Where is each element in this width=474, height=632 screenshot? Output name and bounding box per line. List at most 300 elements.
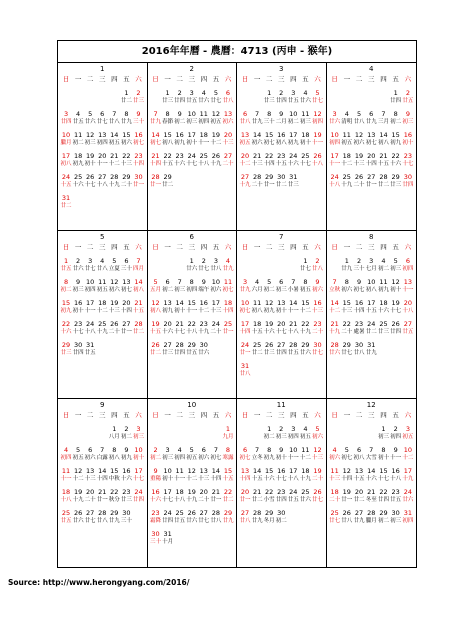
lunar-date: 初六 (341, 287, 353, 293)
week-row (60, 257, 145, 273)
lunar-date: 十二 (299, 308, 311, 314)
lunar-date: 初九 (287, 140, 299, 146)
day-number: 18 (330, 488, 339, 496)
day-cell (299, 425, 311, 441)
lunar-date: 廿五 (60, 518, 72, 524)
day-cell (275, 110, 287, 126)
day-number: 20 (240, 488, 250, 496)
day-cell (341, 257, 353, 273)
day-number: 18 (98, 299, 107, 307)
day-cell (174, 131, 186, 147)
day-number: 22 (122, 152, 131, 160)
lunar-date: 初二 (162, 287, 174, 293)
lunar-date: 小雪 (263, 497, 275, 503)
day-cell (365, 110, 377, 126)
day-cell (287, 278, 299, 294)
lunar-date: 二月 (275, 119, 287, 125)
day-cell (365, 278, 377, 294)
day-number: 17 (187, 131, 196, 139)
week-row (60, 131, 145, 147)
lunar-date: 十四 (239, 476, 251, 482)
week-row (329, 110, 415, 126)
lunar-date: 十九 (299, 329, 311, 335)
day-cell (251, 173, 263, 189)
lunar-date: 初六 (353, 140, 365, 146)
day-cell (132, 425, 144, 441)
day-number: 5 (213, 89, 218, 97)
day-number: 27 (86, 509, 95, 517)
day-number: 17 (211, 299, 221, 307)
month-block (58, 399, 148, 567)
week-row (150, 89, 235, 105)
day-number: 28 (252, 173, 262, 181)
day-cell (402, 173, 414, 189)
day-number: 31 (163, 530, 172, 538)
lunar-date: 廿五 (186, 350, 198, 356)
day-cell (132, 299, 144, 315)
lunar-date: 廿四 (174, 98, 186, 104)
day-number: 18 (199, 131, 208, 139)
day-cell (84, 320, 96, 336)
week-row (329, 131, 415, 147)
day-number: 6 (225, 89, 231, 97)
lunar-date: 廿五 (84, 350, 96, 356)
day-cell (210, 509, 222, 525)
day-cell (365, 341, 377, 357)
month-label: 11 (276, 401, 286, 409)
day-cell (251, 278, 263, 294)
day-cell (299, 467, 311, 483)
empty-cell (84, 89, 96, 105)
weekday-label: 四 (111, 243, 118, 251)
weekday-label: 四 (200, 411, 208, 419)
empty-cell (150, 89, 162, 105)
day-number: 30 (354, 341, 364, 349)
weekday-label: 二 (176, 75, 183, 83)
day-number: 3 (189, 89, 194, 97)
lunar-date: 初四 (186, 287, 198, 293)
day-cell (287, 131, 299, 147)
day-cell (72, 110, 84, 126)
day-number: 25 (330, 509, 339, 517)
lunar-date: 初四 (84, 287, 96, 293)
day-number: 9 (201, 278, 206, 286)
lunar-date: 初四 (287, 434, 299, 440)
lunar-date: 廿三 (120, 497, 132, 503)
lunar-date: 十九 (329, 329, 341, 335)
lunar-date: 十二 (210, 140, 222, 146)
lunar-date: 廿五 (402, 98, 414, 104)
day-number: 17 (134, 467, 143, 475)
day-number: 29 (265, 173, 274, 181)
day-cell (222, 278, 234, 294)
day-number: 5 (356, 110, 362, 118)
day-number: 5 (189, 446, 194, 454)
day-cell (132, 446, 144, 462)
day-number: 6 (242, 110, 248, 118)
lunar-date: 廿四 (174, 350, 186, 356)
month-label: 5 (100, 233, 105, 241)
weekday-label: 四 (111, 75, 118, 83)
day-cell (120, 89, 132, 105)
day-cell (72, 131, 84, 147)
day-cell (365, 509, 377, 525)
day-number: 3 (332, 110, 337, 118)
weekday-label: 四 (290, 75, 297, 83)
day-cell (365, 320, 377, 336)
empty-cell (96, 89, 108, 105)
day-number: 28 (330, 341, 339, 349)
lunar-date: 廿七 (198, 518, 210, 524)
lunar-date: 初八 (132, 287, 144, 293)
lunar-date: 廿三 (162, 98, 174, 104)
lunar-date: 廿二 (222, 497, 234, 503)
lunar-date: 十八 (402, 308, 414, 314)
month-block (58, 63, 148, 231)
day-number: 3 (165, 446, 170, 454)
day-cell (174, 509, 186, 525)
day-cell (239, 467, 251, 483)
lunar-date: 廿七 (311, 350, 323, 356)
day-cell (96, 257, 108, 273)
lunar-date: 十八 (60, 497, 72, 503)
empty-cell (329, 425, 341, 441)
day-number: 4 (100, 257, 105, 265)
day-cell (222, 467, 234, 483)
day-cell (311, 278, 323, 294)
day-cell (377, 488, 389, 504)
day-cell (365, 299, 377, 315)
day-number: 11 (175, 467, 184, 475)
lunar-date: 初八 (353, 455, 365, 461)
day-cell (120, 509, 132, 525)
day-cell (210, 257, 222, 273)
empty-cell (210, 341, 222, 357)
lunar-date: 廿五 (186, 98, 198, 104)
day-cell (341, 131, 353, 147)
day-number: 17 (367, 299, 376, 307)
day-cell (150, 299, 162, 315)
day-cell (353, 488, 365, 504)
empty-cell (251, 425, 263, 441)
day-number: 25 (223, 320, 233, 328)
lunar-date: 二十 (108, 329, 120, 335)
day-cell (186, 509, 198, 525)
lunar-date: 廿五 (72, 119, 84, 125)
day-number: 9 (279, 446, 284, 454)
day-number: 27 (163, 341, 172, 349)
day-number: 24 (289, 488, 298, 496)
day-cell (377, 110, 389, 126)
day-cell (287, 467, 299, 483)
lunar-date: 八月 (108, 434, 120, 440)
lunar-date: 廿七 (96, 119, 108, 125)
lunar-date: 九月 (222, 434, 234, 440)
day-number: 24 (240, 341, 250, 349)
empty-cell (239, 89, 251, 105)
lunar-date: 冬月 (263, 518, 275, 524)
day-cell (390, 89, 402, 105)
day-cell (150, 320, 162, 336)
day-number: 14 (98, 467, 107, 475)
day-number: 7 (255, 110, 260, 118)
week-row (60, 320, 145, 336)
day-cell (162, 320, 174, 336)
lunar-date: 十八 (311, 161, 323, 167)
empty-cell (263, 362, 275, 378)
weekday-label: 一 (343, 411, 351, 419)
lunar-date: 十六 (174, 161, 186, 167)
lunar-date: 初十 (377, 455, 389, 461)
day-number: 30 (134, 173, 143, 181)
day-cell (60, 509, 72, 525)
lunar-date: 十八 (198, 161, 210, 167)
day-cell (60, 320, 72, 336)
day-cell (299, 488, 311, 504)
day-number: 29 (301, 341, 310, 349)
lunar-date: 十九 (210, 161, 222, 167)
day-number: 11 (342, 131, 351, 139)
empty-cell (96, 194, 108, 210)
day-cell (390, 488, 402, 504)
lunar-date: 十二 (186, 476, 198, 482)
day-cell (299, 131, 311, 147)
day-number: 18 (223, 299, 233, 307)
day-number: 12 (265, 299, 274, 307)
day-number: 30 (151, 530, 160, 538)
lunar-date: 三十 (120, 266, 132, 272)
month-label: 8 (369, 233, 374, 241)
day-number: 5 (315, 89, 320, 97)
day-cell (120, 488, 132, 504)
day-number: 25 (98, 320, 107, 328)
day-number: 1 (189, 257, 194, 265)
lunar-date: 三月 (377, 119, 389, 125)
weekday-label: 六 (404, 243, 412, 251)
day-cell (198, 257, 210, 273)
day-number: 13 (240, 131, 250, 139)
day-number: 10 (211, 278, 221, 286)
day-number: 3 (242, 278, 248, 286)
empty-cell (287, 362, 299, 378)
lunar-date: 廿五 (174, 518, 186, 524)
day-cell (377, 299, 389, 315)
lunar-date: 廿九 (251, 518, 263, 524)
day-cell (96, 320, 108, 336)
lunar-date: 廿四 (132, 497, 144, 503)
day-number: 3 (291, 89, 296, 97)
lunar-date: 十一 (287, 308, 299, 314)
day-number: 1 (267, 89, 272, 97)
day-cell (174, 110, 186, 126)
lunar-date: 十七 (275, 329, 287, 335)
day-cell (239, 488, 251, 504)
day-number: 21 (211, 488, 221, 496)
lunar-date: 四月 (132, 266, 144, 272)
lunar-date: 廿四 (275, 350, 287, 356)
day-cell (150, 278, 162, 294)
week-row (239, 110, 324, 126)
empty-cell (72, 194, 84, 210)
day-number: 13 (403, 278, 413, 286)
day-number: 3 (369, 257, 374, 265)
day-number: 4 (63, 446, 69, 454)
week-row (329, 341, 415, 357)
day-cell (72, 173, 84, 189)
empty-cell (402, 341, 414, 357)
lunar-date: 廿七 (210, 98, 222, 104)
day-cell (390, 110, 402, 126)
day-number: 30 (391, 509, 400, 517)
day-cell (108, 467, 120, 483)
day-number: 25 (252, 341, 262, 349)
empty-cell (222, 341, 234, 357)
lunar-date: 初四 (402, 518, 414, 524)
week-row (329, 299, 415, 315)
day-cell (198, 152, 210, 168)
lunar-date: 廿九 (120, 119, 132, 125)
day-number: 11 (73, 131, 83, 139)
month-label: 2 (189, 65, 194, 73)
day-cell (150, 530, 162, 546)
week-row (150, 110, 235, 126)
day-number: 22 (61, 320, 71, 328)
lunar-date: 初七 (132, 140, 144, 146)
day-cell (210, 89, 222, 105)
day-cell (60, 278, 72, 294)
day-number: 19 (313, 131, 322, 139)
month-block (237, 399, 327, 567)
day-number: 15 (223, 467, 233, 475)
day-cell (390, 425, 402, 441)
weekday-label: 一 (253, 411, 261, 419)
day-cell (287, 320, 299, 336)
empty-cell (174, 173, 186, 189)
lunar-date: 十三 (84, 476, 96, 482)
week-row (329, 425, 415, 441)
day-number: 18 (301, 467, 310, 475)
week-row (239, 257, 324, 273)
day-cell (263, 131, 275, 147)
day-cell (275, 89, 287, 105)
lunar-date: 廿八 (353, 119, 365, 125)
day-cell (402, 257, 414, 273)
weekday-label: 二 (86, 243, 94, 251)
lunar-date: 廿八 (210, 518, 222, 524)
week-row (60, 152, 145, 168)
day-number: 4 (381, 257, 386, 265)
empty-cell (174, 425, 186, 441)
day-cell (377, 425, 389, 441)
day-cell (263, 278, 275, 294)
day-cell (275, 446, 287, 462)
lunar-date: 二十 (251, 182, 263, 188)
lunar-date: 初六 (210, 287, 222, 293)
empty-cell (210, 173, 222, 189)
day-cell (390, 173, 402, 189)
lunar-date: 初二 (174, 119, 186, 125)
empty-cell (275, 257, 287, 273)
day-cell (275, 509, 287, 525)
lunar-date: 初五 (299, 287, 311, 293)
lunar-date: 十五 (377, 161, 389, 167)
empty-cell (353, 425, 365, 441)
day-cell (390, 152, 402, 168)
lunar-date: 廿九 (108, 518, 120, 524)
lunar-date: 十七 (132, 476, 144, 482)
day-number: 14 (252, 131, 262, 139)
day-cell (174, 278, 186, 294)
day-number: 13 (86, 467, 95, 475)
lunar-date: 十一 (174, 476, 186, 482)
day-number: 5 (393, 257, 398, 265)
day-cell (222, 446, 234, 462)
day-number: 3 (63, 110, 69, 118)
day-cell (150, 509, 162, 525)
lunar-date: 初五 (96, 287, 108, 293)
day-number: 4 (303, 89, 308, 97)
empty-cell (174, 257, 186, 273)
lunar-date: 初四 (198, 119, 210, 125)
empty-cell (198, 173, 210, 189)
lunar-date: 初二 (263, 287, 275, 293)
day-cell (162, 530, 174, 546)
day-number: 12 (342, 467, 351, 475)
lunar-date: 十八 (186, 329, 198, 335)
day-number: 1 (344, 257, 349, 265)
day-cell (390, 299, 402, 315)
day-number: 21 (252, 488, 262, 496)
day-cell (329, 341, 341, 357)
weekday-label: 五 (392, 243, 399, 251)
weekday-header (329, 74, 415, 84)
day-cell (60, 257, 72, 273)
day-cell (150, 152, 162, 168)
day-cell (162, 341, 174, 357)
lunar-date: 廿一 (222, 329, 234, 335)
lunar-date: 初二 (377, 266, 389, 272)
day-cell (275, 320, 287, 336)
day-number: 7 (369, 446, 374, 454)
day-cell (72, 509, 84, 525)
day-number: 15 (391, 131, 400, 139)
week-row (60, 299, 145, 315)
weekday-label: 六 (135, 75, 142, 83)
empty-cell (341, 425, 353, 441)
day-number: 10 (134, 446, 143, 454)
day-cell (108, 152, 120, 168)
lunar-date: 十二 (108, 161, 120, 167)
weekday-label: 日 (152, 75, 159, 83)
lunar-date: 十三 (120, 161, 132, 167)
weekday-label: 日 (152, 243, 159, 251)
lunar-date: 初十 (132, 455, 144, 461)
lunar-date: 六月 (251, 287, 263, 293)
lunar-date: 十四 (365, 161, 377, 167)
day-number: 4 (76, 110, 81, 118)
lunar-date: 廿一 (120, 329, 132, 335)
day-cell (311, 89, 323, 105)
month-block (327, 63, 417, 231)
week-row (329, 152, 415, 168)
lunar-date: 初二 (263, 434, 275, 440)
day-cell (275, 467, 287, 483)
lunar-date: 廿九 (150, 119, 162, 125)
day-number: 8 (63, 278, 69, 286)
day-cell (72, 278, 84, 294)
lunar-date: 十六 (60, 329, 72, 335)
day-number: 28 (211, 509, 221, 517)
